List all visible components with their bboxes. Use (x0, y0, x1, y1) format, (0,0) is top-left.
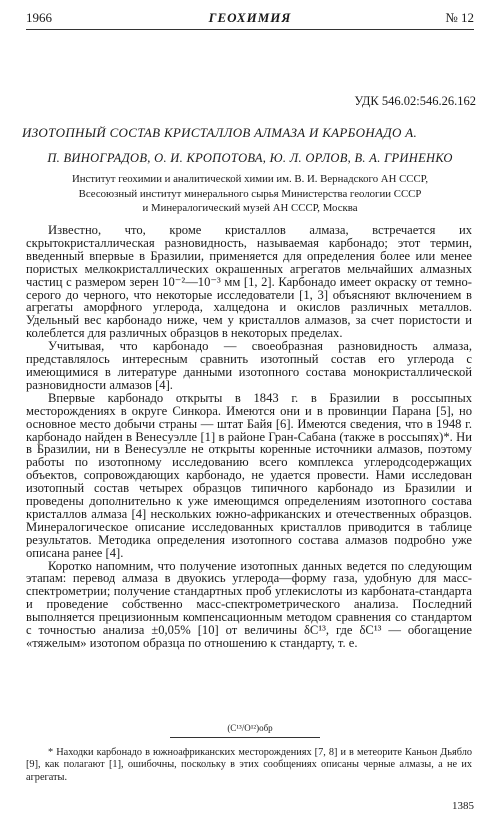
udk-code: УДК 546.02:546.26.162 (354, 94, 476, 108)
institution-line: и Минералогический музей АН СССР, Москва (142, 202, 358, 214)
institution-line: Всесоюзный институт минерального сырья Министерства геологии СССР (78, 187, 422, 200)
formula-fragment: (C¹³/O¹²)обр (227, 723, 273, 733)
header-rule (26, 29, 474, 30)
body-paragraph: Учитывая, что карбонадо — своеобразная разновидность алмаза, представлялось интересным сравнить изотопный состав его углерода с имеющимися в литературе данными изотопного состава монокристаллической разновидности алмазов [4]. (26, 339, 472, 392)
body-paragraph: Коротко напомним, что получение изотопных данных ведется по следующим этапам: перевод алмаза в двуокись углерода—форму газа, удобную для масс-спектрометрии; получение стандартных проб углекислоты из карбоната-стандарта и проведение собственно масс-спектрометрического анализа. Последний выполняется прецизионным компенсационным методом сравнения со стандартом с точностью анализа ±0,05% [10] от величины δC¹³, где δC¹³ — обогащение «тяжелым» изотопом образца по отношению к стандарту, т. е. (26, 558, 472, 650)
authors: П. ВИНОГРАДОВ, О. И. КРОПОТОВА, Ю. Л. ОРЛОВ, В. А. ГРИНЕНКО (47, 151, 453, 165)
header-journal: ГЕОХИМИЯ (208, 10, 292, 25)
article-body (26, 224, 472, 650)
title-suffix: А. (401, 125, 418, 140)
institution-line: Институт геохимии и аналитической химии им. В. И. Вернадского АН СССР, (71, 173, 429, 185)
footnote-rule (170, 737, 320, 738)
institutions (0, 172, 500, 216)
footnote (26, 747, 472, 784)
running-header (26, 10, 474, 26)
page-number: 1385 (452, 800, 474, 812)
title-text: ИЗОТОПНЫЙ СОСТАВ КРИСТАЛЛОВ АЛМАЗА И КАРБОНАДО (22, 125, 402, 140)
body-paragraph: Впервые карбонадо открыты в 1843 г. в Бразилии в россыпных месторождениях в округе Синкора. Имеются они и в провинции Парана [5], но основное место добычи страны — штат Байя [6]. Имеются сведения, что в 1948 г. карбонадо найден в Венесуэлле [1] в районе Гран-Сабана (также в россыпях)*. Ни в Бразилии, ни в Венесуэлле не открыты коренные источники алмазов, поэтому работы по изотопному исследованию всего комплекса углеродсодержащих объектов, сопровождающих карбонадо, не удается провести. Нами исследован изотопный состав четырех образцов типичного карбонадо из Бразилии и проведены дополнительно к уже имеющимся определениям изотопного состава кристаллов алмаза [4] нескольких южно-африканских и отечественных образцов. Минералогическое описание исследованных кристаллов приводится в таблице результатов. Методика определения изотопного состава алмазов подробно уже описана ранее [4]. (26, 390, 472, 560)
header-issue: № 12 (445, 10, 474, 25)
footnote-text: * Находки карбонадо в южноафриканских месторождениях [7, 8] и в метеорите Каньон Дьябло [9], как полагают [1], ошибочны, поскольку в этих сообщениях описаны черные алмазы, а не их агрегаты. (26, 747, 472, 783)
header-year: 1966 (26, 10, 52, 25)
article-title (22, 125, 490, 141)
body-paragraph: Известно, что, кроме кристаллов алмаза, встречается их скрытокристаллическая разновидность, называемая карбонадо; этот термин, введенный впервые в Бразилии, применяется для определения более или менее пористых мелкокристаллических окрашенных агрегатов мельчайших алмазных частиц с размером зерен 10⁻²—10⁻³ мм [1, 2]. Карбонадо имеет окраску от темно-серого до черного, что некоторые исследователи [1, 3] объясняют включением в агрегаты аморфного углерода, халцедона и окислов различных металлов. Удельный вес карбонадо ниже, чем у кристаллов алмазов, за счет пористости и колеблется для различных образцов в некоторых пределах. (26, 223, 472, 341)
